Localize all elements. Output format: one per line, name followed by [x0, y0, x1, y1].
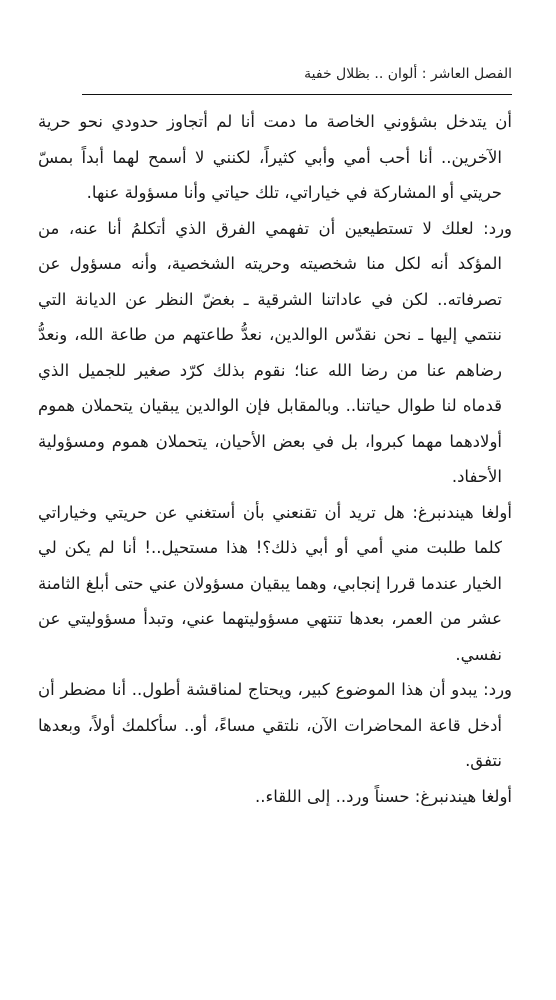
- paragraph-text: أن يتدخل بشؤوني الخاصة ما دمت أنا لم أتجاوز حدودي نحو حرية الآخرين.. أنا أحب أمي وأبي كثيراً، لكنني لا أسمح لهما أبداً بمسّ حريتي أو المشاركة في خياراتي، تلك حياتي وأنا مسؤولة عنها.: [38, 112, 512, 202]
- running-header: الفصل العاشر : ألوان .. بظلال خفية: [304, 66, 512, 82]
- speaker-name: ورد:: [483, 218, 512, 238]
- dialogue-text: هل تريد أن تقنعني بأن أستغني عن حريتي وخياراتي كلما طلبت مني أمي أو أبي ذلك؟! هذا مستحيل..! أنا لم يكن لي الخيار عندما قررا إنجابي، وهما يبقيان مسؤولان عني حتى أبلغ الثامنة عشر من العمر، بعدها تنتهي مسؤوليتهما عني، وتبدأ مسؤوليتي عن نفسي.: [38, 502, 502, 664]
- body-text: [38, 104, 512, 814]
- speaker-name: أولغا هيندنبرغ:: [414, 786, 512, 806]
- speaker-name: أولغا هيندنبرغ:: [412, 502, 512, 522]
- dialogue-paragraph: [38, 672, 512, 779]
- paragraph-continued: [38, 104, 512, 211]
- dialogue-text: حسناً ورد.. إلى اللقاء..: [255, 786, 415, 806]
- dialogue-paragraph: [38, 211, 512, 495]
- dialogue-text: لعلك لا تستطيعين أن تفهمي الفرق الذي أتكلمُ أنا عنه، من المؤكد أنه لكل منا شخصيته وحريته الشخصية، وأنه مسؤول عن تصرفاته.. لكن في عاداتنا الشرقية ـ بغضّ النظر عن الديانة التي ننتمي إليها ـ نحن نقدّس الوالدين، نعدُّ طاعتهم من طاعة الله، ونعدُّ رضاهم عنا من رضا الله عنا؛ نقوم بذلك كرّد صغير للجميل الذي قدماه لنا طوال حياتنا.. وبالمقابل فإن الوالدين يبقيان يتحملان هموم أولادهما مهما كبروا، بل في بعض الأحيان، يتحملان هموم ومسؤولية الأحفاد.: [38, 218, 502, 486]
- header-rule: [82, 94, 512, 95]
- dialogue-paragraph: [38, 495, 512, 673]
- dialogue-text: يبدو أن هذا الموضوع كبير، ويحتاج لمناقشة أطول.. أنا مضطر أن أدخل قاعة المحاضرات الآن، نلتقي مساءً، أو.. سأكلمك أولاً، وبعدها نتفق.: [38, 680, 502, 770]
- dialogue-paragraph: [38, 779, 512, 815]
- speaker-name: ورد:: [483, 680, 512, 699]
